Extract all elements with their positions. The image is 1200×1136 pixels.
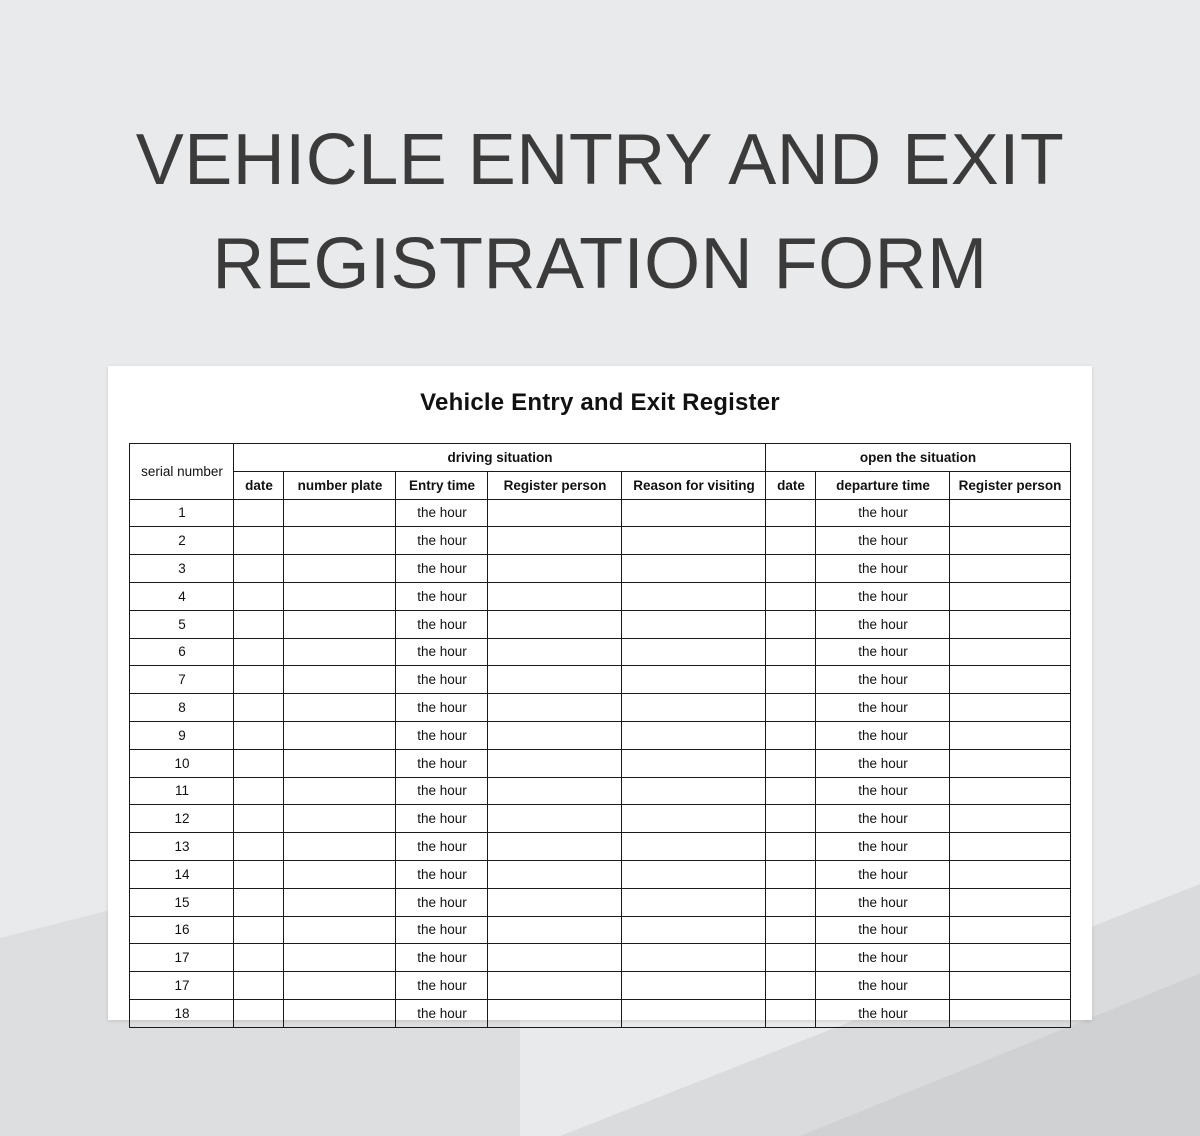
cell-serial-number: 3 (130, 555, 234, 583)
cell-entry-date[interactable] (234, 972, 284, 1000)
cell-reason-for-visiting[interactable] (622, 860, 766, 888)
cell-exit-register-person[interactable] (950, 888, 1070, 916)
page-title-line-1: VEHICLE ENTRY AND EXIT (135, 120, 1065, 200)
cell-entry-date[interactable] (234, 999, 284, 1027)
vehicle-register-table (129, 443, 1070, 1028)
cell-exit-register-person[interactable] (950, 638, 1070, 666)
header-departure-time: departure time (816, 471, 950, 499)
cell-entry-register-person[interactable] (488, 944, 622, 972)
cell-exit-register-person[interactable] (950, 805, 1070, 833)
cell-departure-time[interactable]: the hour (816, 999, 950, 1027)
cell-departure-time[interactable]: the hour (816, 582, 950, 610)
cell-reason-for-visiting[interactable] (622, 833, 766, 861)
cell-entry-date[interactable] (234, 833, 284, 861)
cell-serial-number: 8 (130, 694, 234, 722)
cell-departure-time[interactable]: the hour (816, 527, 950, 555)
cell-serial-number: 18 (130, 999, 234, 1027)
cell-serial-number: 12 (130, 805, 234, 833)
cell-entry-register-person[interactable] (488, 638, 622, 666)
table-row (130, 749, 1070, 777)
cell-exit-register-person[interactable] (950, 499, 1070, 527)
cell-exit-date[interactable] (766, 805, 816, 833)
cell-serial-number: 17 (130, 944, 234, 972)
cell-departure-time[interactable]: the hour (816, 721, 950, 749)
cell-exit-date[interactable] (766, 888, 816, 916)
cell-departure-time[interactable]: the hour (816, 555, 950, 583)
cell-entry-date[interactable] (234, 749, 284, 777)
cell-entry-date[interactable] (234, 916, 284, 944)
cell-entry-time[interactable]: the hour (396, 972, 488, 1000)
table-row (130, 694, 1070, 722)
table-header (130, 444, 1070, 500)
cell-entry-register-person[interactable] (488, 972, 622, 1000)
cell-number-plate[interactable] (284, 972, 396, 1000)
cell-reason-for-visiting[interactable] (622, 610, 766, 638)
cell-reason-for-visiting[interactable] (622, 805, 766, 833)
cell-exit-date[interactable] (766, 777, 816, 805)
sheet-title: Vehicle Entry and Exit Register (420, 389, 780, 416)
cell-reason-for-visiting[interactable] (622, 582, 766, 610)
cell-entry-time[interactable]: the hour (396, 555, 488, 583)
table-group-header-row (130, 444, 1070, 472)
cell-exit-register-person[interactable] (950, 972, 1070, 1000)
cell-exit-date[interactable] (766, 499, 816, 527)
cell-entry-time[interactable]: the hour (396, 638, 488, 666)
cell-departure-time[interactable]: the hour (816, 638, 950, 666)
cell-entry-register-person[interactable] (488, 582, 622, 610)
table-row (130, 555, 1070, 583)
table-row (130, 721, 1070, 749)
cell-departure-time[interactable]: the hour (816, 749, 950, 777)
cell-entry-time[interactable]: the hour (396, 833, 488, 861)
cell-entry-register-person[interactable] (488, 721, 622, 749)
header-exit-date: date (766, 471, 816, 499)
cell-number-plate[interactable] (284, 805, 396, 833)
cell-number-plate[interactable] (284, 777, 396, 805)
cell-entry-date[interactable] (234, 666, 284, 694)
cell-departure-time[interactable]: the hour (816, 833, 950, 861)
cell-reason-for-visiting[interactable] (622, 777, 766, 805)
header-reason-for-visiting: Reason for visiting (622, 471, 766, 499)
cell-exit-register-person[interactable] (950, 527, 1070, 555)
cell-entry-date[interactable] (234, 694, 284, 722)
cell-entry-register-person[interactable] (488, 555, 622, 583)
cell-entry-time[interactable]: the hour (396, 499, 488, 527)
table-row (130, 638, 1070, 666)
cell-serial-number: 17 (130, 972, 234, 1000)
cell-number-plate[interactable] (284, 638, 396, 666)
document-sheet (108, 366, 1092, 1020)
cell-entry-register-person[interactable] (488, 888, 622, 916)
cell-entry-register-person[interactable] (488, 499, 622, 527)
cell-departure-time[interactable]: the hour (816, 777, 950, 805)
cell-serial-number: 15 (130, 888, 234, 916)
table-row (130, 805, 1070, 833)
cell-exit-register-person[interactable] (950, 749, 1070, 777)
table-row (130, 777, 1070, 805)
cell-departure-time[interactable]: the hour (816, 972, 950, 1000)
cell-reason-for-visiting[interactable] (622, 638, 766, 666)
cell-serial-number: 7 (130, 666, 234, 694)
cell-exit-date[interactable] (766, 860, 816, 888)
cell-entry-time[interactable]: the hour (396, 666, 488, 694)
cell-entry-date[interactable] (234, 944, 284, 972)
table-row (130, 582, 1070, 610)
cell-number-plate[interactable] (284, 749, 396, 777)
cell-entry-time[interactable]: the hour (396, 805, 488, 833)
cell-departure-time[interactable]: the hour (816, 888, 950, 916)
cell-serial-number: 1 (130, 499, 234, 527)
header-entry-register-person: Register person (488, 471, 622, 499)
cell-entry-time[interactable]: the hour (396, 860, 488, 888)
table-column-header-row (130, 471, 1070, 499)
cell-reason-for-visiting[interactable] (622, 888, 766, 916)
page-title (0, 0, 1200, 317)
cell-number-plate[interactable] (284, 944, 396, 972)
cell-serial-number: 5 (130, 610, 234, 638)
cell-reason-for-visiting[interactable] (622, 666, 766, 694)
cell-number-plate[interactable] (284, 499, 396, 527)
cell-exit-date[interactable] (766, 944, 816, 972)
cell-exit-date[interactable] (766, 582, 816, 610)
cell-exit-date[interactable] (766, 721, 816, 749)
cell-entry-time[interactable]: the hour (396, 610, 488, 638)
table-row (130, 944, 1070, 972)
cell-number-plate[interactable] (284, 999, 396, 1027)
header-entry-time: Entry time (396, 471, 488, 499)
cell-entry-time[interactable]: the hour (396, 777, 488, 805)
cell-entry-date[interactable] (234, 555, 284, 583)
table-row (130, 999, 1070, 1027)
cell-entry-time[interactable]: the hour (396, 582, 488, 610)
cell-number-plate[interactable] (284, 916, 396, 944)
cell-serial-number: 11 (130, 777, 234, 805)
cell-departure-time[interactable]: the hour (816, 805, 950, 833)
cell-serial-number: 9 (130, 721, 234, 749)
cell-exit-date[interactable] (766, 972, 816, 1000)
cell-serial-number: 14 (130, 860, 234, 888)
header-driving-situation: driving situation (234, 444, 766, 472)
cell-reason-for-visiting[interactable] (622, 944, 766, 972)
cell-reason-for-visiting[interactable] (622, 527, 766, 555)
table-row (130, 833, 1070, 861)
cell-exit-register-person[interactable] (950, 916, 1070, 944)
cell-exit-date[interactable] (766, 999, 816, 1027)
cell-exit-date[interactable] (766, 916, 816, 944)
cell-serial-number: 10 (130, 749, 234, 777)
cell-exit-date[interactable] (766, 694, 816, 722)
cell-departure-time[interactable]: the hour (816, 666, 950, 694)
cell-entry-date[interactable] (234, 777, 284, 805)
cell-entry-register-person[interactable] (488, 666, 622, 694)
cell-entry-register-person[interactable] (488, 860, 622, 888)
cell-entry-register-person[interactable] (488, 749, 622, 777)
cell-exit-date[interactable] (766, 610, 816, 638)
header-open-situation: open the situation (766, 444, 1070, 472)
cell-entry-time[interactable]: the hour (396, 999, 488, 1027)
cell-number-plate[interactable] (284, 527, 396, 555)
cell-number-plate[interactable] (284, 555, 396, 583)
cell-entry-time[interactable]: the hour (396, 694, 488, 722)
cell-exit-date[interactable] (766, 666, 816, 694)
table-row (130, 527, 1070, 555)
header-serial-number: serial number (130, 444, 234, 500)
cell-number-plate[interactable] (284, 833, 396, 861)
cell-entry-register-person[interactable] (488, 805, 622, 833)
cell-entry-date[interactable] (234, 721, 284, 749)
cell-entry-date[interactable] (234, 860, 284, 888)
header-number-plate: number plate (284, 471, 396, 499)
cell-number-plate[interactable] (284, 721, 396, 749)
table-row (130, 666, 1070, 694)
cell-entry-register-person[interactable] (488, 999, 622, 1027)
cell-serial-number: 4 (130, 582, 234, 610)
cell-entry-date[interactable] (234, 888, 284, 916)
cell-exit-date[interactable] (766, 833, 816, 861)
cell-entry-date[interactable] (234, 805, 284, 833)
cell-reason-for-visiting[interactable] (622, 555, 766, 583)
cell-reason-for-visiting[interactable] (622, 749, 766, 777)
cell-exit-register-person[interactable] (950, 666, 1070, 694)
cell-exit-register-person[interactable] (950, 555, 1070, 583)
cell-entry-register-person[interactable] (488, 610, 622, 638)
table-body (130, 499, 1070, 1027)
cell-exit-date[interactable] (766, 638, 816, 666)
cell-entry-date[interactable] (234, 610, 284, 638)
table-row (130, 499, 1070, 527)
header-entry-date: date (234, 471, 284, 499)
cell-entry-time[interactable]: the hour (396, 527, 488, 555)
cell-serial-number: 2 (130, 527, 234, 555)
header-exit-register-person: Register person (950, 471, 1070, 499)
table-row (130, 888, 1070, 916)
cell-departure-time[interactable]: the hour (816, 610, 950, 638)
cell-entry-time[interactable]: the hour (396, 916, 488, 944)
cell-exit-register-person[interactable] (950, 694, 1070, 722)
cell-entry-register-person[interactable] (488, 916, 622, 944)
cell-entry-register-person[interactable] (488, 694, 622, 722)
cell-serial-number: 13 (130, 833, 234, 861)
cell-entry-time[interactable]: the hour (396, 944, 488, 972)
cell-exit-date[interactable] (766, 527, 816, 555)
cell-entry-register-person[interactable] (488, 777, 622, 805)
cell-reason-for-visiting[interactable] (622, 999, 766, 1027)
table-row (130, 860, 1070, 888)
cell-departure-time[interactable]: the hour (816, 694, 950, 722)
cell-departure-time[interactable]: the hour (816, 499, 950, 527)
cell-entry-date[interactable] (234, 499, 284, 527)
cell-entry-date[interactable] (234, 527, 284, 555)
cell-number-plate[interactable] (284, 666, 396, 694)
cell-reason-for-visiting[interactable] (622, 972, 766, 1000)
cell-exit-register-person[interactable] (950, 860, 1070, 888)
cell-entry-register-person[interactable] (488, 527, 622, 555)
cell-entry-date[interactable] (234, 638, 284, 666)
cell-number-plate[interactable] (284, 610, 396, 638)
cell-entry-register-person[interactable] (488, 833, 622, 861)
cell-number-plate[interactable] (284, 888, 396, 916)
cell-serial-number: 6 (130, 638, 234, 666)
cell-number-plate[interactable] (284, 860, 396, 888)
cell-serial-number: 16 (130, 916, 234, 944)
cell-exit-register-person[interactable] (950, 721, 1070, 749)
cell-entry-time[interactable]: the hour (396, 749, 488, 777)
cell-exit-register-person[interactable] (950, 999, 1070, 1027)
cell-reason-for-visiting[interactable] (622, 694, 766, 722)
table-row (130, 916, 1070, 944)
page-title-line-2: REGISTRATION FORM (212, 224, 988, 305)
cell-exit-register-person[interactable] (950, 610, 1070, 638)
cell-exit-register-person[interactable] (950, 582, 1070, 610)
cell-exit-register-person[interactable] (950, 777, 1070, 805)
cell-exit-register-person[interactable] (950, 944, 1070, 972)
cell-departure-time[interactable]: the hour (816, 944, 950, 972)
cell-departure-time[interactable]: the hour (816, 916, 950, 944)
cell-exit-date[interactable] (766, 749, 816, 777)
cell-exit-register-person[interactable] (950, 833, 1070, 861)
cell-number-plate[interactable] (284, 582, 396, 610)
table-row (130, 972, 1070, 1000)
cell-departure-time[interactable]: the hour (816, 860, 950, 888)
cell-reason-for-visiting[interactable] (622, 499, 766, 527)
cell-entry-time[interactable]: the hour (396, 721, 488, 749)
cell-reason-for-visiting[interactable] (622, 916, 766, 944)
table-row (130, 610, 1070, 638)
cell-entry-time[interactable]: the hour (396, 888, 488, 916)
cell-entry-date[interactable] (234, 582, 284, 610)
cell-exit-date[interactable] (766, 555, 816, 583)
cell-reason-for-visiting[interactable] (622, 721, 766, 749)
cell-number-plate[interactable] (284, 694, 396, 722)
